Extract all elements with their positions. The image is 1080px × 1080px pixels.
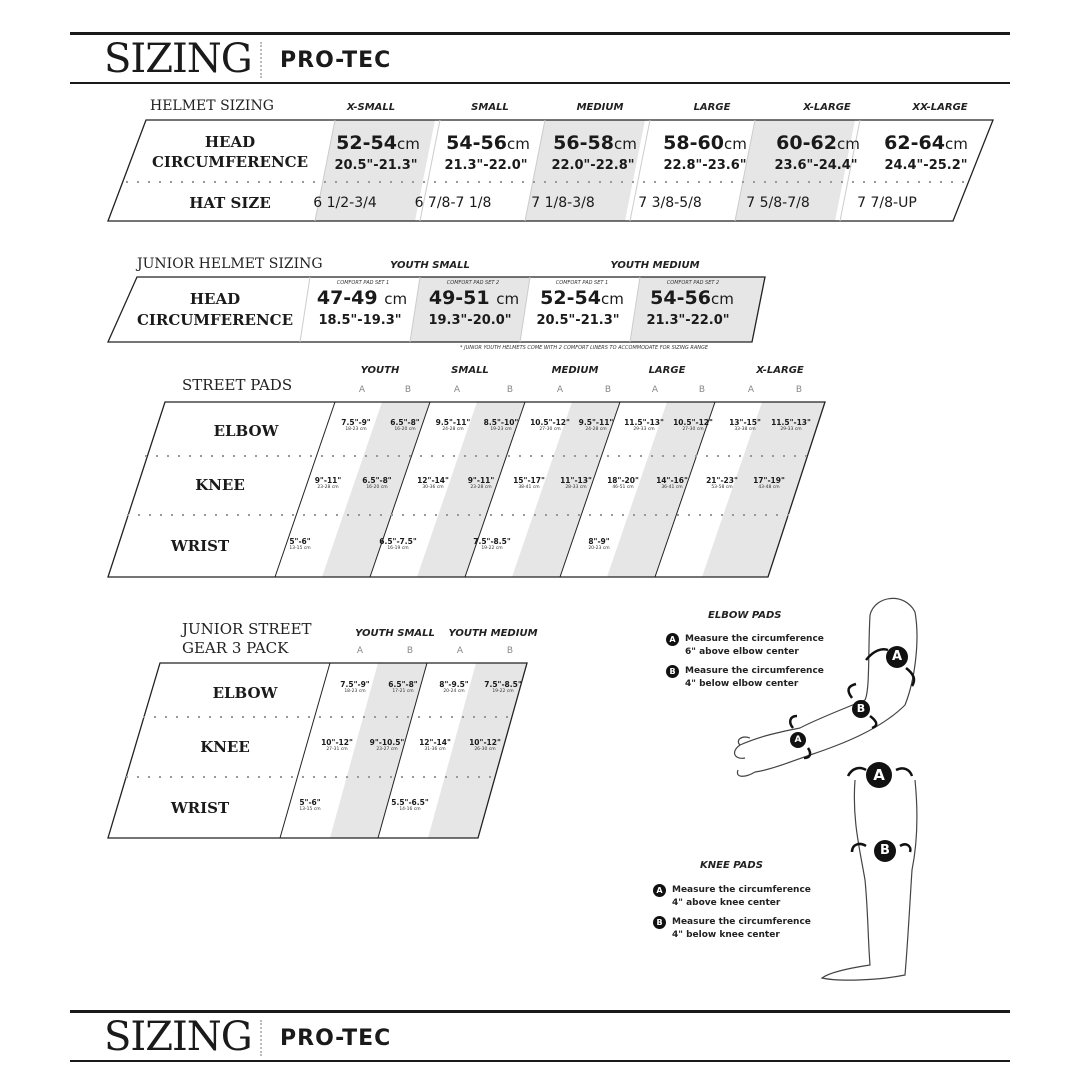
elbow-badge-b: B bbox=[852, 700, 870, 718]
street-knee-cell: 9"-11" 23-28 cm bbox=[467, 476, 495, 490]
helmet-cm-xlarge: 60-62cm bbox=[776, 132, 860, 154]
street-elbow-cell: 7.5"-9" 18-23 cm bbox=[341, 418, 371, 432]
street-col-xlarge: X-LARGE bbox=[756, 365, 804, 376]
street-sub-a1: A bbox=[358, 385, 366, 395]
helmet-col-xxlarge: XX-LARGE bbox=[912, 102, 968, 113]
helmet-cm-xxlarge: 62-64cm bbox=[884, 132, 968, 154]
street-elbow-cell: 11.5"-13" 29-33 cm bbox=[771, 418, 811, 432]
street-knee-cell: 11"-13" 28-33 cm bbox=[560, 476, 592, 490]
footer-title: SIZING bbox=[104, 1014, 252, 1060]
helmet-row-hat: HAT SIZE bbox=[189, 194, 271, 212]
jr-street-sub-a2: A bbox=[456, 646, 464, 656]
street-elbow-cell: 13"-15" 33-38 cm bbox=[729, 418, 761, 432]
street-sub-a3: A bbox=[556, 385, 564, 395]
street-col-large: LARGE bbox=[648, 365, 686, 376]
junior-cm-1: 47-49 cm bbox=[316, 287, 408, 309]
jr-street-row-elbow: ELBOW bbox=[212, 684, 278, 702]
junior-padset-1: COMFORT PAD SET 1 bbox=[336, 280, 390, 286]
junior-in-1: 18.5"-19.3" bbox=[318, 313, 402, 328]
elbow-pads-note-a: A Measure the circumference 6" above elbow center bbox=[666, 633, 824, 659]
knee-pads-note-a: A Measure the circumference 4" above knee center bbox=[653, 884, 811, 910]
junior-in-2: 19.3"-20.0" bbox=[428, 313, 512, 328]
jr-street-sub-b1: B bbox=[406, 646, 414, 656]
knee-pads-note-b: B Measure the circumference 4" below knee center bbox=[653, 916, 811, 942]
street-knee-cell: 18"-20" 46-51 cm bbox=[607, 476, 639, 490]
jr-street-sub-b2: B bbox=[506, 646, 514, 656]
street-sub-b4: B bbox=[698, 385, 706, 395]
helmet-row-head bbox=[150, 132, 310, 172]
jr-street-wrist-cell: 5.5"-6.5" 14-16 cm bbox=[391, 798, 429, 812]
street-elbow-cell: 9.5"-11" 24-28 cm bbox=[578, 418, 614, 432]
street-elbow-cell: 9.5"-11" 24-28 cm bbox=[435, 418, 471, 432]
jr-street-knee-cell: 10"-12" 27-31 cm bbox=[321, 738, 353, 752]
junior-padset-2: COMFORT PAD SET 2 bbox=[446, 280, 500, 286]
street-elbow-cell: 6.5"-8" 16-20 cm bbox=[390, 418, 420, 432]
helmet-sizing-title: HELMET SIZING bbox=[150, 98, 274, 114]
jr-street-knee-cell: 9"-10.5" 23-27 cm bbox=[369, 738, 405, 752]
street-elbow-cell: 8.5"-10" 19-23 cm bbox=[483, 418, 519, 432]
jr-street-elbow-cell: 7.5"-9" 18-23 cm bbox=[340, 680, 370, 694]
street-sub-b3: B bbox=[604, 385, 612, 395]
junior-helmet-title: JUNIOR HELMET SIZING bbox=[137, 256, 323, 272]
knee-note-badge-a: A bbox=[653, 884, 666, 897]
helmet-col-small: SMALL bbox=[471, 102, 509, 113]
knee-badge-b: B bbox=[874, 840, 896, 862]
helmet-in-large: 22.8"-23.6" bbox=[663, 158, 747, 173]
street-elbow-cell: 10.5"-12" 27-30 cm bbox=[673, 418, 713, 432]
knee-note-badge-b: B bbox=[653, 916, 666, 929]
junior-cm-3: 52-54cm bbox=[540, 287, 624, 309]
elbow-pads-note-b: B Measure the circumference 4" below elbow center bbox=[666, 665, 824, 691]
jr-street-knee-cell: 12"-14" 31-36 cm bbox=[419, 738, 451, 752]
junior-cm-2: 49-51 cm bbox=[428, 287, 520, 309]
helmet-col-large: LARGE bbox=[693, 102, 731, 113]
header-logo: PRO-TEC bbox=[280, 48, 392, 73]
helmet-hat-large: 7 3/8-5/8 bbox=[638, 195, 702, 211]
helmet-hat-medium: 7 1/8-3/8 bbox=[531, 195, 595, 211]
street-sub-a5: A bbox=[747, 385, 755, 395]
street-row-knee: KNEE bbox=[195, 476, 245, 494]
helmet-cm-large: 58-60cm bbox=[663, 132, 747, 154]
street-sub-b1: B bbox=[404, 385, 412, 395]
street-knee-cell: 15"-17" 38-41 cm bbox=[513, 476, 545, 490]
street-knee-cell: 21"-23" 53-58 cm bbox=[706, 476, 738, 490]
jr-street-elbow-cell: 8"-9.5" 20-24 cm bbox=[439, 680, 469, 694]
street-pads-title: STREET PADS bbox=[182, 376, 293, 394]
jr-street-elbow-cell: 6.5"-8" 17-21 cm bbox=[388, 680, 418, 694]
helmet-in-medium: 22.0"-22.8" bbox=[551, 158, 635, 173]
helmet-hat-xlarge: 7 5/8-7/8 bbox=[746, 195, 810, 211]
junior-street-title-b: GEAR 3 PACK bbox=[182, 639, 289, 657]
helmet-in-small: 21.3"-22.0" bbox=[444, 158, 528, 173]
helmet-row-head-b: CIRCUMFERENCE bbox=[151, 153, 309, 171]
elbow-badge-a: A bbox=[886, 646, 908, 668]
knee-badge-a: A bbox=[866, 762, 892, 788]
elbow-pads-title: ELBOW PADS bbox=[708, 610, 782, 621]
street-row-elbow: ELBOW bbox=[213, 422, 279, 440]
junior-footnote: * JUNIOR YOUTH HELMETS COME WITH 2 COMFORT LINERS TO ACCOMMODATE FOR SIZING RANGE bbox=[460, 345, 709, 351]
helmet-col-xlarge: X-LARGE bbox=[803, 102, 851, 113]
wrist-badge-a: A bbox=[790, 732, 806, 748]
jr-street-row-wrist: WRIST bbox=[170, 799, 230, 817]
elbow-note-badge-a: A bbox=[666, 633, 679, 646]
knee-pads-title: KNEE PADS bbox=[700, 860, 763, 871]
street-knee-cell: 17"-19" 43-48 cm bbox=[753, 476, 785, 490]
helmet-col-medium: MEDIUM bbox=[576, 102, 624, 113]
junior-in-3: 20.5"-21.3" bbox=[536, 313, 620, 328]
street-knee-cell: 9"-11" 23-28 cm bbox=[314, 476, 342, 490]
junior-in-4: 21.3"-22.0" bbox=[646, 313, 730, 328]
street-sub-a4: A bbox=[651, 385, 659, 395]
street-sub-b5: B bbox=[795, 385, 803, 395]
helmet-in-xsmall: 20.5"-21.3" bbox=[334, 158, 418, 173]
street-elbow-cell: 10.5"-12" 27-30 cm bbox=[530, 418, 570, 432]
junior-row-head-b: CIRCUMFERENCE bbox=[136, 311, 294, 329]
jr-street-sub-a1: A bbox=[356, 646, 364, 656]
jr-street-wrist-cell: 5"-6" 13-15 cm bbox=[299, 798, 321, 812]
street-elbow-cell: 11.5"-13" 29-33 cm bbox=[624, 418, 664, 432]
helmet-cm-xsmall: 52-54cm bbox=[336, 132, 420, 154]
street-knee-cell: 12"-14" 30-36 cm bbox=[417, 476, 449, 490]
helmet-col-xsmall: X-SMALL bbox=[346, 102, 396, 113]
junior-padset-3: COMFORT PAD SET 1 bbox=[555, 280, 609, 286]
header-title: SIZING bbox=[104, 36, 252, 82]
street-wrist-cell: 8"-9" 20-23 cm bbox=[588, 537, 610, 551]
street-col-small: SMALL bbox=[451, 365, 489, 376]
junior-group-youth-small: YOUTH SMALL bbox=[390, 260, 470, 271]
junior-group-youth-medium: YOUTH MEDIUM bbox=[610, 260, 700, 271]
helmet-in-xxlarge: 24.4"-25.2" bbox=[884, 158, 968, 173]
street-wrist-cell: 7.5"-8.5" 19-22 cm bbox=[473, 537, 511, 551]
helmet-in-xlarge: 23.6"-24.4" bbox=[774, 158, 858, 173]
helmet-hat-xxlarge: 7 7/8-UP bbox=[857, 195, 917, 211]
helmet-hat-small: 6 7/8-7 1/8 bbox=[414, 195, 492, 211]
jr-street-col-youth-medium: YOUTH MEDIUM bbox=[448, 628, 538, 639]
helmet-cm-small: 54-56cm bbox=[446, 132, 530, 154]
helmet-row-head-a: HEAD bbox=[204, 133, 256, 151]
junior-street-title bbox=[182, 620, 312, 658]
street-sub-b2: B bbox=[506, 385, 514, 395]
jr-street-row-knee: KNEE bbox=[200, 738, 250, 756]
jr-street-elbow-cell: 7.5"-8.5" 19-22 cm bbox=[484, 680, 522, 694]
junior-padset-4: COMFORT PAD SET 2 bbox=[666, 280, 720, 286]
elbow-note-badge-b: B bbox=[666, 665, 679, 678]
helmet-hat-xsmall: 6 1/2-3/4 bbox=[313, 195, 377, 211]
street-sub-a2: A bbox=[453, 385, 461, 395]
street-col-youth: YOUTH bbox=[360, 365, 400, 376]
street-knee-cell: 6.5"-8" 16-20 cm bbox=[362, 476, 392, 490]
street-row-wrist: WRIST bbox=[170, 537, 230, 555]
junior-row-head bbox=[135, 289, 295, 331]
jr-street-col-youth-small: YOUTH SMALL bbox=[355, 628, 435, 639]
street-wrist-cell: 6.5"-7.5" 16-19 cm bbox=[379, 537, 417, 551]
jr-street-knee-cell: 10"-12" 26-30 cm bbox=[469, 738, 501, 752]
street-col-medium: MEDIUM bbox=[551, 365, 599, 376]
helmet-cm-medium: 56-58cm bbox=[553, 132, 637, 154]
footer-logo: PRO-TEC bbox=[280, 1026, 392, 1051]
leg-outline bbox=[822, 780, 917, 980]
street-wrist-cell: 5"-6" 13-15 cm bbox=[289, 537, 311, 551]
junior-cm-4: 54-56cm bbox=[650, 287, 734, 309]
junior-street-title-a: JUNIOR STREET bbox=[182, 620, 312, 638]
junior-row-head-a: HEAD bbox=[189, 290, 241, 308]
street-knee-cell: 14"-16" 36-41 cm bbox=[656, 476, 688, 490]
